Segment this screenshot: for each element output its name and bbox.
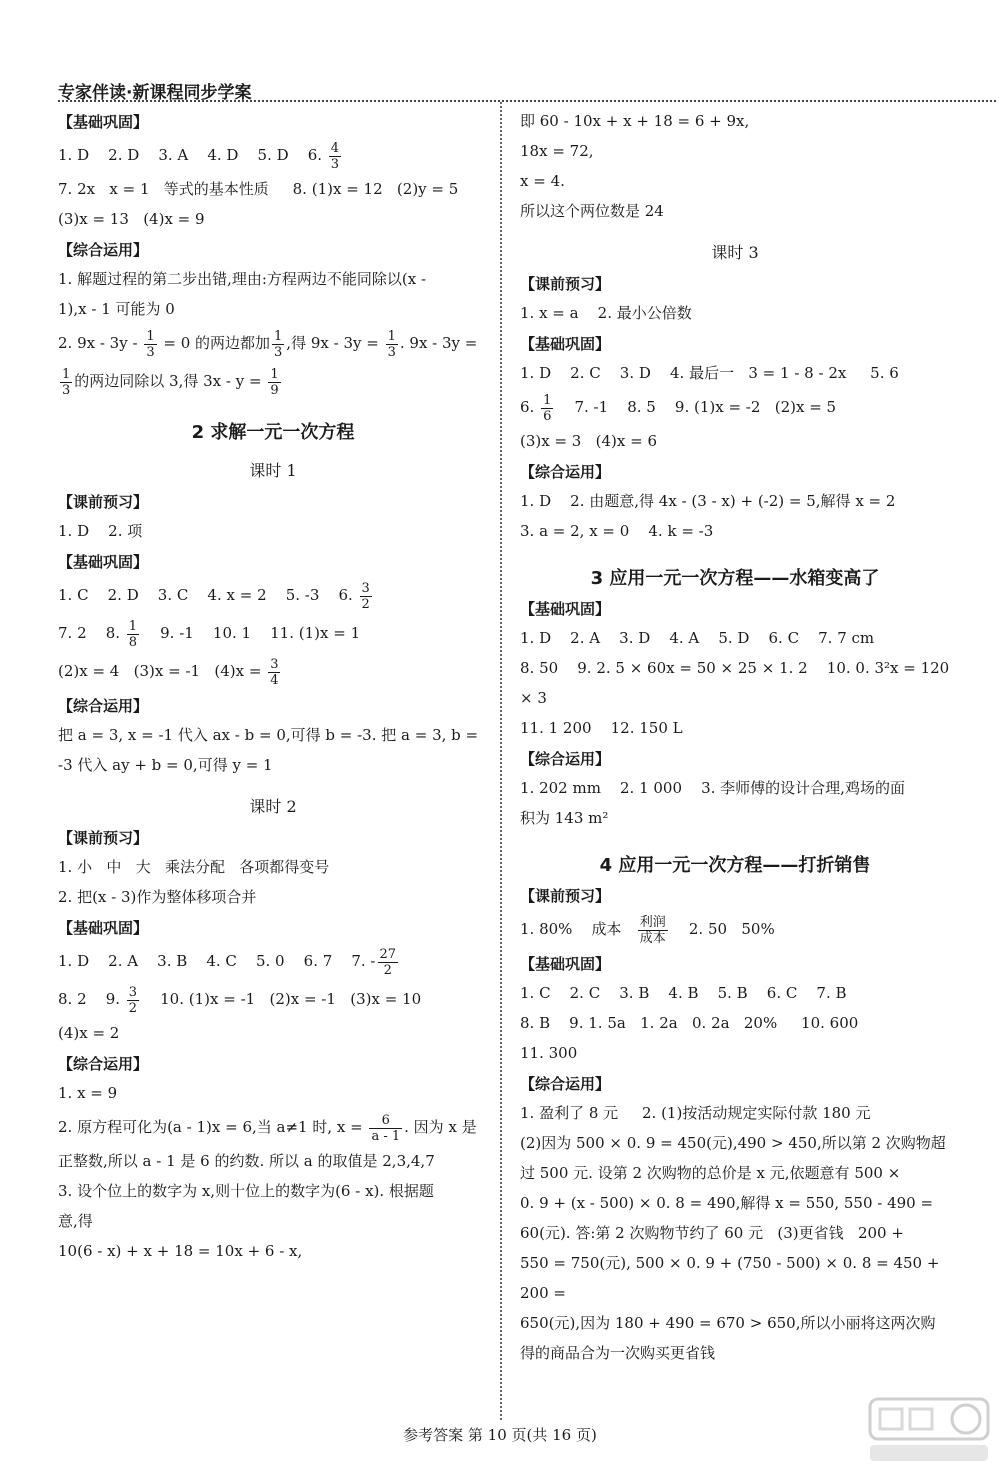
fraction: $\frac{3}{4}$ <box>270 656 279 688</box>
answer-line: x = 4. <box>520 172 565 190</box>
fraction: $\frac{6}{a - 1}$ <box>371 1112 401 1144</box>
fraction: $\frac{3}{2}$ <box>361 580 370 612</box>
section-tag: 【课前预习】 <box>520 887 611 905</box>
lesson-title: 课时 2 <box>249 797 297 816</box>
answer-line: 8. 50 9. 2. 5 × 60x = 50 × 25 × 1. 2 10. 0. 3²x = 120 × 3 <box>520 659 955 707</box>
answer-line: 1. C 2. D 3. C 4. x = 2 5. -3 6. $\frac{3}{2}$ <box>58 580 370 612</box>
answer-line: 11. 300 <box>520 1044 578 1062</box>
section-tag: 【基础巩固】 <box>520 600 611 618</box>
right-column <box>520 106 955 1368</box>
answer-line: 8. B 9. 1. 5a 1. 2a 0. 2a 20% 10. 600 <box>520 1014 859 1032</box>
answer-line: 过 500 元. 设第 2 次购物的总价是 x 元,依题意有 500 × <box>520 1164 901 1182</box>
answer-line: 1. C 2. C 3. B 4. B 5. B 6. C 7. B <box>520 984 847 1002</box>
answer-line: 3. a = 2, x = 0 4. k = -3 <box>520 522 714 540</box>
answer-line: 1. x = 9 <box>58 1084 118 1102</box>
answer-line: 18x = 72, <box>520 142 594 160</box>
answer-line: 11. 1 200 12. 150 L <box>520 719 683 737</box>
answer-line: 1. 盈利了 8 元 2. (1)按活动规定实际付款 180 元 <box>520 1104 871 1122</box>
answer-line: 积为 143 m² <box>520 809 609 827</box>
section-tag: 【基础巩固】 <box>58 919 149 937</box>
answer-line: (3)x = 13 (4)x = 9 <box>58 210 205 228</box>
answer-line: 60(元). 答:第 2 次购物节约了 60 元 (3)更省钱 200 + <box>520 1224 904 1242</box>
answer-line: 所以这个两位数是 24 <box>520 202 664 220</box>
section-tag: 【课前预习】 <box>58 829 149 847</box>
page-footer: 参考答案 第 10 页(共 16 页) <box>403 1426 597 1444</box>
answer-line: 得的商品合为一次购买更省钱 <box>520 1344 716 1362</box>
answer-line: 1. D 2. C 3. D 4. 最后一 3 = 1 - 8 - 2x 5. 6 <box>520 364 899 382</box>
fraction: $\frac{1}{9}$ <box>270 366 279 398</box>
header-rule <box>58 100 996 102</box>
fraction: $\frac{\text{利润}}{\text{成本}}$ <box>639 914 666 946</box>
answer-line: 意,得 <box>58 1212 93 1230</box>
answer-line: (2)因为 500 × 0. 9 = 450(元),490 > 450,所以第 2 次购物超 <box>520 1134 946 1152</box>
section-tag: 【综合运用】 <box>58 1055 149 1073</box>
section-tag: 【综合运用】 <box>58 697 149 715</box>
section-tag: 【综合运用】 <box>520 463 611 481</box>
answer-line: 1. D 2. 由题意,得 4x - (3 - x) + (-2) = 5,解得 x = 2 <box>520 492 896 510</box>
section-tag: 【基础巩固】 <box>520 955 611 973</box>
watermark-logo <box>866 1395 992 1465</box>
fraction: $\frac{1}{3}$ <box>146 328 155 360</box>
answer-line: 1),x - 1 可能为 0 <box>58 300 175 318</box>
answer-line: 即 60 - 10x + x + 18 = 6 + 9x, <box>520 112 750 130</box>
answer-line: 650(元),因为 180 + 490 = 670 > 650,所以小丽将这两次购 <box>520 1314 936 1332</box>
fraction: $\frac{1}{3}$ <box>387 328 396 360</box>
answer-line: 8. 2 9. $\frac{3}{2}$ 10. (1)x = -1 (2)x = -1 (3)x = 10 <box>58 984 422 1016</box>
column-divider <box>500 102 502 1420</box>
fraction: $\frac{4}{3}$ <box>330 140 340 172</box>
section-tag: 【基础巩固】 <box>58 553 149 571</box>
page-header: 专家伴读·新课程同步学案 <box>58 83 252 103</box>
section-title: 3 应用一元一次方程——水箱变高了 <box>590 568 880 589</box>
left-column <box>58 106 488 1266</box>
answer-line: (3)x = 3 (4)x = 6 <box>520 432 658 450</box>
answer-line: 1. D 2. 项 <box>58 522 143 540</box>
answer-line: -3 代入 ay + b = 0,可得 y = 1 <box>58 756 273 774</box>
lesson-title: 课时 3 <box>711 243 759 262</box>
answer-line: 3. 设个位上的数字为 x,则十位上的数字为(6 - x). 根据题 <box>58 1182 434 1200</box>
answer-line: 正整数,所以 a - 1 是 6 的约数. 所以 a 的取值是 2,3,4,7 <box>58 1152 435 1170</box>
answer-line: 1. x = a 2. 最小公倍数 <box>520 304 692 322</box>
answer-line: 1. D 2. A 3. D 4. A 5. D 6. C 7. 7 cm <box>520 629 875 647</box>
answer-line: 2. 把(x - 3)作为整体移项合并 <box>58 888 257 906</box>
answer-line: 把 a = 3, x = -1 代入 ax - b = 0,可得 b = -3. 把 a = 3, b = <box>58 726 479 744</box>
answer-line: 1. D 2. D 3. A 4. D 5. D 6. $\frac{4}{3}$ <box>58 140 340 172</box>
answer-line: 1. 202 mm 2. 1 000 3. 李师傅的设计合理,鸡场的面 <box>520 779 905 797</box>
section-tag: 【综合运用】 <box>58 241 149 259</box>
section-tag: 【综合运用】 <box>520 1075 611 1093</box>
answer-line: 1. D 2. A 3. B 4. C 5. 0 6. 7 7. - $\frac{27}{2}$ <box>58 946 397 978</box>
fraction: $\frac{1}{3}$ <box>274 328 283 360</box>
answer-line: (2)x = 4 (3)x = -1 (4)x = $\frac{3}{4}$ <box>58 656 279 688</box>
section-tag: 【综合运用】 <box>520 750 611 768</box>
fraction: $\frac{27}{2}$ <box>379 946 397 978</box>
answer-line: 1. 解题过程的第二步出错,理由:方程两边不能同除以(x - <box>58 270 427 288</box>
answer-line: 6. $\frac{1}{6}$ 7. -1 8. 5 9. (1)x = -2 (2)x = 5 <box>520 392 837 424</box>
answer-line: $\frac{1}{3}$ 的两边同除以 3,得 3x - y = $\frac{1}{9}$ <box>62 366 279 398</box>
fraction: $\frac{1}{3}$ <box>62 366 71 398</box>
section-tag: 【课前预习】 <box>58 493 149 511</box>
answer-line: 550 = 750(元), 500 × 0. 9 + (750 - 500) × 0. 8 = 450 + 200 = <box>520 1254 945 1302</box>
fraction: $\frac{1}{8}$ <box>128 618 138 650</box>
section-tag: 【基础巩固】 <box>58 113 149 131</box>
fraction: $\frac{3}{2}$ <box>128 984 138 1016</box>
answer-line: 2. 原方程可化为(a - 1)x = 6,当 a≠1 时, x = $\frac{6}{a - 1}$ . 因为 x 是 <box>58 1112 477 1144</box>
watermark-icon <box>866 1395 992 1465</box>
answer-line: 2. 9x - 3y - $\frac{1}{3}$ = 0 的两边都加 $\frac{1}{3}$ ,得 9x - 3y = $\frac{1}{3}$ . 9x - 3y = <box>58 328 478 360</box>
section-tag: 【基础巩固】 <box>520 335 611 353</box>
answer-line: 7. 2x x = 1 等式的基本性质 8. (1)x = 12 (2)y = 5 <box>58 180 459 198</box>
answer-line: 1. 80% 成本 $\frac{\text{利润}}{\text{成本}}$ 2. 50 50% <box>520 914 775 946</box>
section-title: 2 求解一元一次方程 <box>191 422 355 443</box>
answer-line: 10(6 - x) + x + 18 = 10x + 6 - x, <box>58 1242 303 1260</box>
answer-line: 7. 2 8. $\frac{1}{8}$ 9. -1 10. 1 11. (1)x = 1 <box>58 618 361 650</box>
lesson-title: 课时 1 <box>249 461 297 480</box>
section-title: 4 应用一元一次方程——打折销售 <box>599 855 871 876</box>
section-tag: 【课前预习】 <box>520 275 611 293</box>
answer-line: 1. 小 中 大 乘法分配 各项都得变号 <box>58 858 330 876</box>
answer-line: (4)x = 2 <box>58 1024 120 1042</box>
answer-line: 0. 9 + (x - 500) × 0. 8 = 490,解得 x = 550, 550 - 490 = <box>520 1194 934 1212</box>
fraction: $\frac{1}{6}$ <box>543 392 552 424</box>
